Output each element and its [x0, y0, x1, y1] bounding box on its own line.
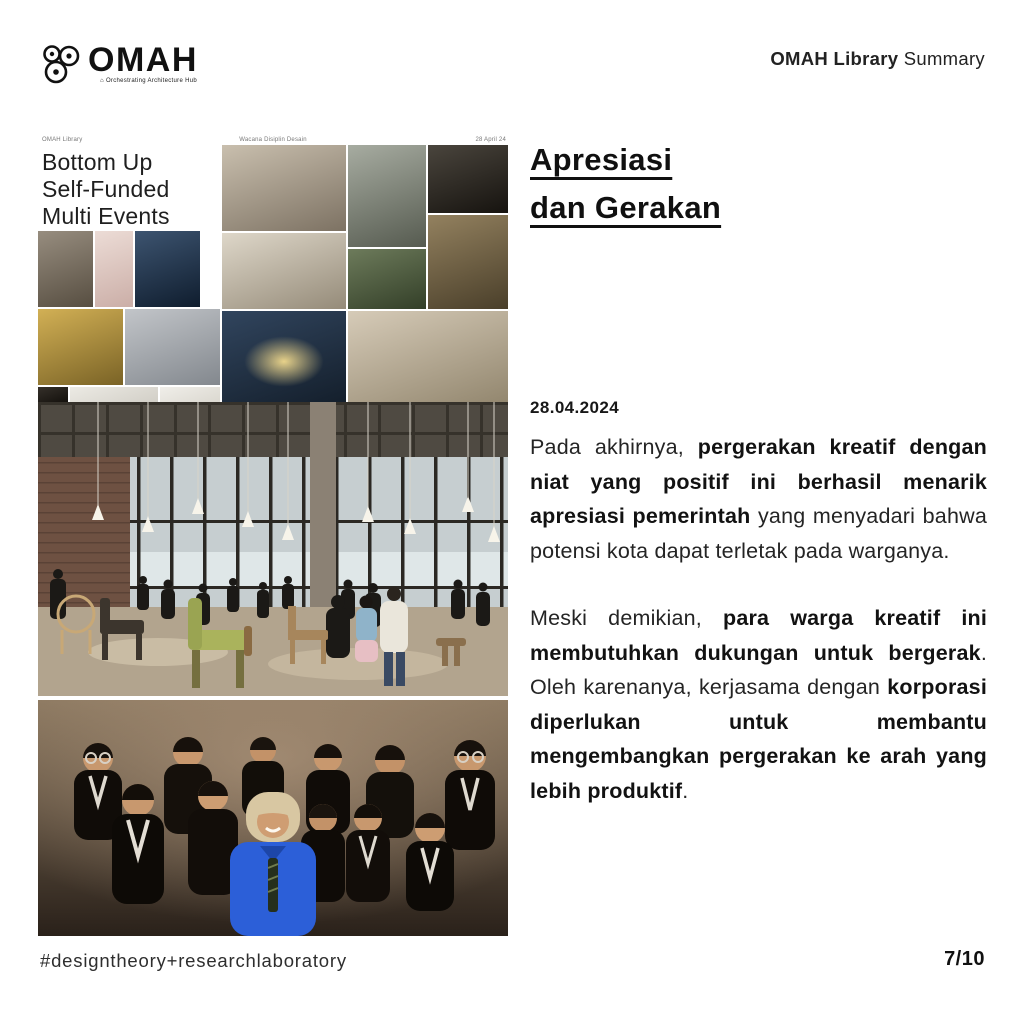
- gallery-wall-photo: [70, 387, 158, 402]
- furniture-showroom-photo: [348, 311, 508, 402]
- plant-cafe-photo: [428, 215, 508, 309]
- gallery-corridor-photo: [125, 309, 220, 385]
- dark-audience-photo: [428, 145, 508, 213]
- exhibition-hall-photo: [38, 402, 508, 696]
- dusk-pavilion-photo: [222, 311, 346, 402]
- body-paragraph: Meski demikian, para warga kreatif ini membutuhkan dukungan untuk bergerak. Oleh karenanya, kerjasama dengan korporasi diperlukan untuk membantu mengembangkan pergerakan ke arah yang lebih produktif.: [530, 606, 988, 803]
- dark-kiosk-photo: [38, 387, 68, 402]
- yellow-storefront-photo: [38, 309, 123, 385]
- page-number: 7/10: [944, 948, 985, 970]
- footer-hashtag: #designtheory+researchlaboratory: [40, 950, 347, 971]
- event-collage: [38, 135, 508, 402]
- logo-wordmark: OMAH: [88, 41, 198, 79]
- blue-exhibit-photo: [135, 231, 200, 307]
- omah-logo: [40, 42, 198, 86]
- panel-discussion-photo: [348, 145, 426, 247]
- body-paragraph: Pada akhirnya, pergerakan kreatif dengan niat yang positif ini berhasil menarik apresiasi pemerintah yang menyadari bahwa potensi kota dapat terletak pada warganya.: [530, 435, 987, 563]
- meeting-room-photo: [222, 145, 346, 231]
- collage-headline: Bottom Up Self-Funded Multi Events: [42, 149, 170, 229]
- article-date: 28.04.2024: [530, 398, 620, 417]
- concrete-column: [310, 402, 336, 614]
- lecture-room-photo: [222, 233, 346, 309]
- omah-trefoil-icon: [40, 42, 82, 86]
- document-title: OMAH Library Summary: [770, 48, 985, 69]
- exhibition-hall-illustration: [38, 402, 508, 696]
- collage-caption-center: Wacana Disiplin Desain: [239, 137, 307, 143]
- gallery-boards-photo: [160, 387, 220, 402]
- group-selfie-illustration: [38, 700, 508, 936]
- article-paragraphs: [530, 430, 987, 841]
- warehouse-interior-photo: [38, 231, 93, 307]
- article-title: Apresiasi dan Gerakan: [530, 142, 722, 225]
- glowing-pavilion-shape: [244, 336, 323, 386]
- green-lounge-photo: [348, 249, 426, 309]
- collage-caption-left: OMAH Library: [42, 137, 83, 143]
- collage-caption-date: 28 April 24: [475, 137, 506, 143]
- logo-script-mark: ⌂: [100, 78, 104, 84]
- pink-room-photo: [95, 231, 133, 307]
- article-column: [530, 0, 987, 960]
- logo-tagline: ⌂ Orchestrating Architecture Hub: [100, 78, 197, 84]
- group-selfie-photo: [38, 700, 508, 936]
